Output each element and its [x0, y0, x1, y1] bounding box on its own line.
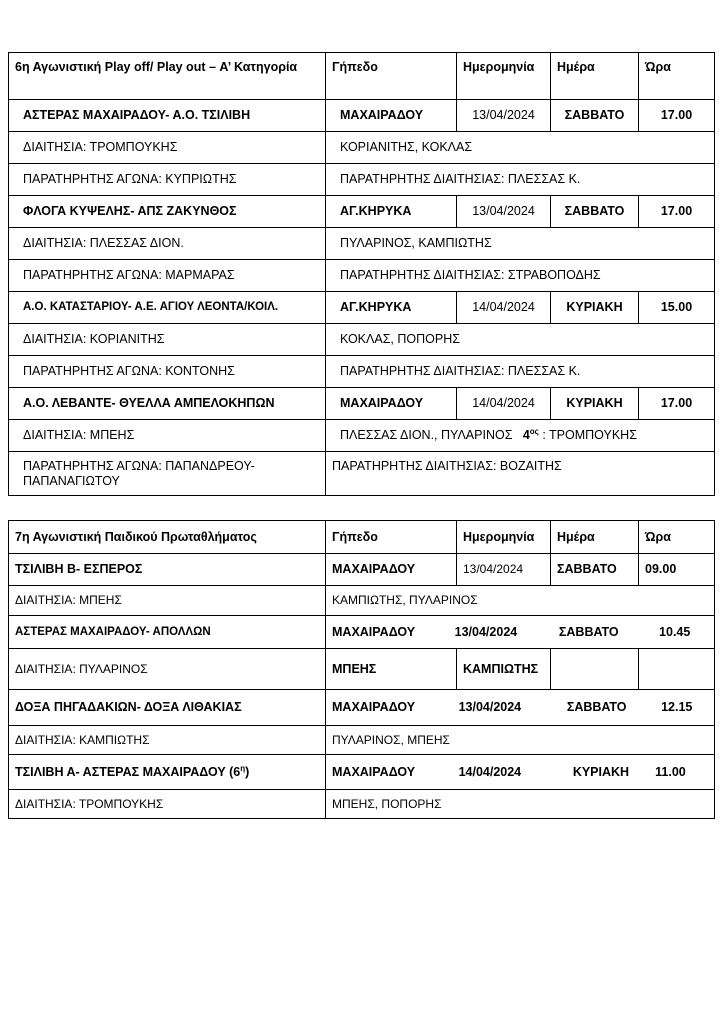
match-venue: ΜΑΧΑΙΡΑΔΟΥ	[332, 700, 416, 714]
referee: ΔΙΑΙΤΗΣΙΑ: ΠΥΛΑΡΙΝΟΣ	[9, 649, 326, 690]
referee: ΔΙΑΙΤΗΣΙΑ: ΤΡΟΜΠΟΥΚΗΣ	[9, 132, 326, 164]
date-header: Ημερομηνία	[457, 521, 551, 554]
referee-row	[9, 420, 715, 452]
table-header-row	[9, 53, 715, 100]
time-header: Ώρα	[639, 521, 715, 554]
match-day: ΚΥΡΙΑΚΗ	[551, 292, 639, 324]
empty-cell	[639, 649, 715, 690]
match-row	[9, 554, 715, 586]
referee-row	[9, 726, 715, 755]
match-observer: ΠΑΡΑΤΗΡΗΤΗΣ ΑΓΩΝΑ: ΜΑΡΜΑΡΑΣ	[9, 260, 326, 292]
match-day: ΣΑΒΒΑΤΟ	[551, 100, 639, 132]
referee: ΔΙΑΙΤΗΣΙΑ: ΚΟΡΙΑΝΙΤΗΣ	[9, 324, 326, 356]
referee-row	[9, 228, 715, 260]
empty-cell	[551, 649, 639, 690]
match-time: 17.00	[639, 388, 715, 420]
match-observer: ΠΑΡΑΤΗΡΗΤΗΣ ΑΓΩΝΑ: ΚΟΝΤΟΝΗΣ	[9, 356, 326, 388]
referee-observer: ΠΑΡΑΤΗΡΗΤΗΣ ΔΙΑΙΤΗΣΙΑΣ: ΒΟΖΑΙΤΗΣ	[326, 452, 715, 496]
match-date: 13/04/2024	[457, 196, 551, 228]
match-time: 15.00	[639, 292, 715, 324]
match-row	[9, 292, 715, 324]
match-row	[9, 755, 715, 790]
match-teams: Α.Ο. ΛΕΒΑΝΤΕ- ΘΥΕΛΛΑ ΑΜΠΕΛΟΚΗΠΩΝ	[9, 388, 326, 420]
referee: ΔΙΑΙΤΗΣΙΑ: ΚΑΜΠΙΩΤΗΣ	[9, 726, 326, 755]
match-row	[9, 196, 715, 228]
playoff-schedule-table	[8, 52, 715, 496]
referee-row	[9, 324, 715, 356]
observer-row	[9, 164, 715, 196]
match-observer: ΠΑΡΑΤΗΡΗΤΗΣ ΑΓΩΝΑ: ΚΥΠΡΙΩΤΗΣ	[9, 164, 326, 196]
date-header: Ημερομηνία	[457, 53, 551, 100]
match-teams	[9, 755, 326, 790]
match-venue: ΜΑΧΑΙΡΑΔΟΥ	[326, 388, 457, 420]
match-teams-suffix: η	[240, 763, 246, 773]
youth-schedule-table	[8, 520, 715, 819]
match-date: 14/04/2024	[457, 388, 551, 420]
match-date: 13/04/2024	[458, 700, 522, 714]
match-day: ΚΥΡΙΑΚΗ	[551, 388, 639, 420]
match-venue: ΜΑΧΑΙΡΑΔΟΥ	[332, 624, 416, 639]
match-venue: ΑΓ.ΚΗΡΥΚΑ	[326, 196, 457, 228]
match-time: 12.15	[661, 700, 693, 714]
match-time: 17.00	[639, 100, 715, 132]
fourth-official: : ΤΡΟΜΠΟΥΚΗΣ	[542, 428, 637, 442]
assistant-referees: ΠΥΛΑΡΙΝΟΣ, ΚΑΜΠΙΩΤΗΣ	[326, 228, 715, 260]
match-venue: ΑΓ.ΚΗΡΥΚΑ	[326, 292, 457, 324]
match-details-inline	[326, 700, 714, 715]
fourth-official-label: 4	[522, 428, 530, 442]
match-day: ΣΑΒΒΑΤΟ	[551, 196, 639, 228]
match-time: 10.45	[659, 624, 691, 639]
match-teams: Α.Ο. ΚΑΤΑΣΤΑΡΙΟΥ- Α.Ε. ΑΓΙΟΥ ΛΕΟΝΤΑ/ΚΟΙΛ.	[9, 292, 326, 324]
match-date: 13/04/2024	[457, 100, 551, 132]
match-details	[326, 690, 715, 726]
referee-row	[9, 586, 715, 616]
observer-row	[9, 356, 715, 388]
referee: ΔΙΑΙΤΗΣΙΑ: ΜΠΕΗΣ	[9, 586, 326, 616]
referee: ΔΙΑΙΤΗΣΙΑ: ΤΡΟΜΠΟΥΚΗΣ	[9, 790, 326, 819]
assistant-referee-1: ΜΠΕΗΣ	[326, 649, 457, 690]
match-venue: ΜΑΧΑΙΡΑΔΟΥ	[326, 554, 457, 586]
referee: ΔΙΑΙΤΗΣΙΑ: ΠΛΕΣΣΑΣ ΔΙΟΝ.	[9, 228, 326, 260]
match-time: 11.00	[655, 764, 686, 779]
match-details	[326, 755, 715, 790]
referee-row	[9, 649, 715, 690]
fourth-official-suffix: ος	[529, 426, 539, 436]
match-time: 09.00	[639, 554, 715, 586]
match-teams: ΦΛΟΓΑ ΚΥΨΕΛΗΣ- ΑΠΣ ΖΑΚΥΝΘΟΣ	[9, 196, 326, 228]
match-date: 13/04/2024	[454, 624, 518, 639]
match-row	[9, 388, 715, 420]
venue-header: Γήπεδο	[326, 521, 457, 554]
assistant-referees: ΚΑΜΠΙΩΤΗΣ, ΠΥΛΑΡΙΝΟΣ	[326, 586, 715, 616]
time-header: Ώρα	[639, 53, 715, 100]
assistant-referees: ΠΥΛΑΡΙΝΟΣ, ΜΠΕΗΣ	[326, 726, 715, 755]
match-row	[9, 690, 715, 726]
match-time: 17.00	[639, 196, 715, 228]
assistant-referees: ΜΠΕΗΣ, ΠΟΠΟΡΗΣ	[326, 790, 715, 819]
match-row	[9, 100, 715, 132]
referee-row	[9, 132, 715, 164]
match-venue: ΜΑΧΑΙΡΑΔΟΥ	[332, 764, 416, 779]
assistant-names: ΠΛΕΣΣΑΣ ΔΙΟΝ., ΠΥΛΑΡΙΝΟΣ	[340, 428, 513, 442]
referee-observer: ΠΑΡΑΤΗΡΗΤΗΣ ΔΙΑΙΤΗΣΙΑΣ: ΠΛΕΣΣΑΣ Κ.	[326, 164, 715, 196]
day-header: Ημέρα	[551, 53, 639, 100]
match-day: ΚΥΡΙΑΚΗ	[572, 764, 630, 779]
round-title: 6η Αγωνιστική Play off/ Play out – Α’ Κατηγορία	[9, 53, 326, 100]
match-teams: ΤΣΙΛΙΒΗ Β- ΕΣΠΕΡΟΣ	[9, 554, 326, 586]
match-day: ΣΑΒΒΑΤΟ	[551, 554, 639, 586]
match-date: 14/04/2024	[457, 292, 551, 324]
match-observer: ΠΑΡΑΤΗΡΗΤΗΣ ΑΓΩΝΑ: ΠΑΠΑΝΔΡΕΟΥ-ΠΑΠΑΝΑΓΙΩΤΟΥ	[9, 452, 326, 496]
referee-row	[9, 790, 715, 819]
day-header: Ημέρα	[551, 521, 639, 554]
assistant-referee-2: ΚΑΜΠΙΩΤΗΣ	[457, 649, 551, 690]
match-details-inline	[326, 765, 714, 780]
match-details	[326, 616, 715, 649]
match-teams: ΑΣΤΕΡΑΣ ΜΑΧΑΙΡΑΔΟΥ- Α.Ο. ΤΣΙΛΙΒΗ	[9, 100, 326, 132]
match-details-inline	[326, 625, 714, 640]
match-teams: ΔΟΞΑ ΠΗΓΑΔΑΚΙΩΝ- ΔΟΞΑ ΛΙΘΑΚΙΑΣ	[9, 690, 326, 726]
referee: ΔΙΑΙΤΗΣΙΑ: ΜΠΕΗΣ	[9, 420, 326, 452]
round-title: 7η Αγωνιστική Παιδικού Πρωταθλήματος	[9, 521, 326, 554]
venue-header: Γήπεδο	[326, 53, 457, 100]
assistant-referees: ΚΟΚΛΑΣ, ΠΟΠΟΡΗΣ	[326, 324, 715, 356]
match-date: 13/04/2024	[457, 554, 551, 586]
match-row	[9, 616, 715, 649]
match-teams: ΑΣΤΕΡΑΣ ΜΑΧΑΙΡΑΔΟΥ- ΑΠΟΛΛΩΝ	[9, 616, 326, 649]
referee-observer: ΠΑΡΑΤΗΡΗΤΗΣ ΔΙΑΙΤΗΣΙΑΣ: ΠΛΕΣΣΑΣ Κ.	[326, 356, 715, 388]
referee-observer: ΠΑΡΑΤΗΡΗΤΗΣ ΔΙΑΙΤΗΣΙΑΣ: ΣΤΡΑΒΟΠΟΔΗΣ	[326, 260, 715, 292]
table-header-row	[9, 521, 715, 554]
match-teams-end: )	[245, 764, 250, 779]
observer-row	[9, 452, 715, 496]
observer-row	[9, 260, 715, 292]
match-day: ΣΑΒΒΑΤΟ	[566, 700, 627, 714]
match-date: 14/04/2024	[458, 764, 522, 779]
assistant-referees: ΚΟΡΙΑΝΙΤΗΣ, ΚΟΚΛΑΣ	[326, 132, 715, 164]
assistant-referees	[326, 420, 715, 452]
match-venue: ΜΑΧΑΙΡΑΔΟΥ	[326, 100, 457, 132]
match-teams-text: ΤΣΙΛΙΒΗ Α- ΑΣΤΕΡΑΣ ΜΑΧΑΙΡΑΔΟΥ (6	[15, 764, 241, 779]
match-day: ΣΑΒΒΑΤΟ	[558, 624, 619, 639]
